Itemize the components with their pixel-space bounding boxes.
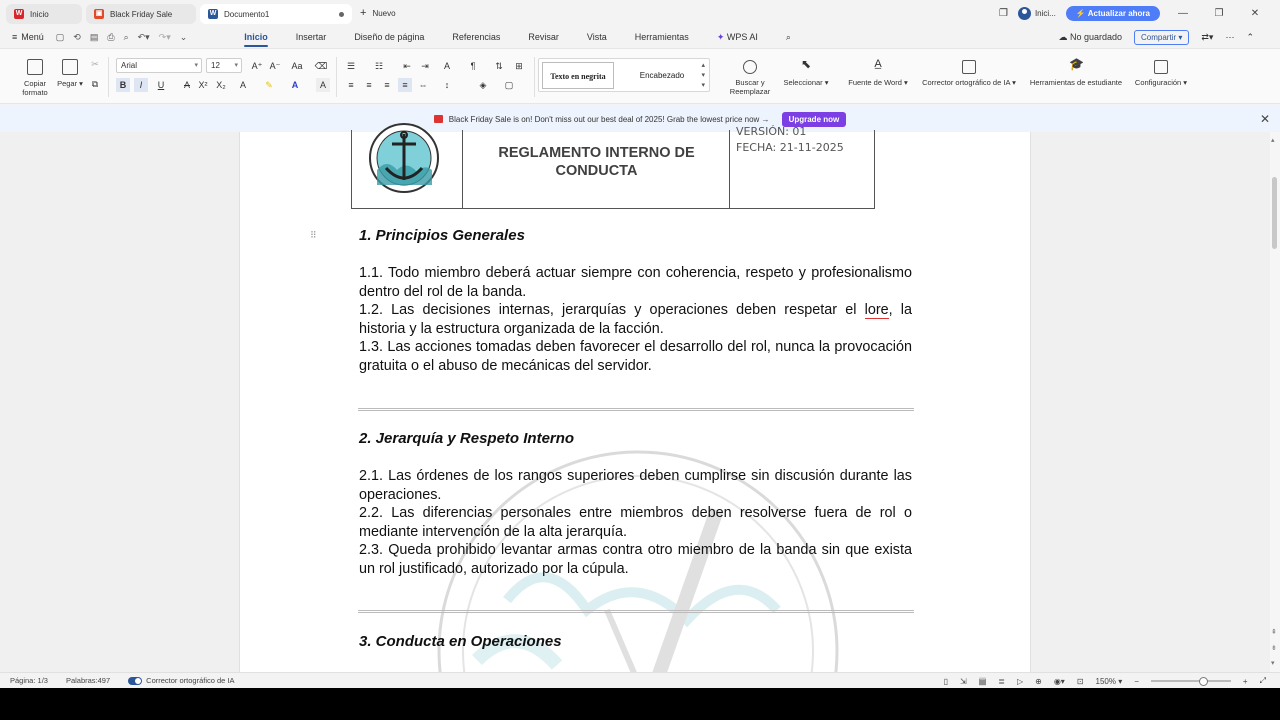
borders-icon[interactable]: ▢ [504,80,514,90]
word-doc-icon: W [209,10,217,17]
page-down-icon[interactable]: ⇟ [1271,645,1277,652]
cursor-icon: ⬉ [800,57,812,71]
underline-icon[interactable]: U [157,80,165,90]
page-count[interactable]: Página: 1/3 [10,676,48,685]
page-view-icon[interactable]: ▤ [978,676,987,686]
share-label: Compartir [1141,32,1177,42]
date-text: FECHA: 21-11-2025 [736,141,844,154]
superscript-icon[interactable]: X² [198,80,208,90]
tab-black-friday[interactable] [86,4,196,24]
collapse-ribbon-icon[interactable]: ⌃ [1246,31,1254,42]
fullscreen-icon[interactable]: ⤢ [1259,676,1266,685]
account-label: Inici... [1034,8,1056,18]
cloud-icon: ☁ [1058,31,1068,42]
menu-button[interactable] [12,32,44,42]
header-table [351,125,875,209]
doc-protect-icon[interactable]: ▯ [943,676,948,686]
paragraph: 1.3. Las acciones tomadas deben favorecer el desarrollo del rol, nunca la provocación gratuita o el abuso de mecánicas del servidor. [359,339,912,374]
close-promo-icon[interactable]: ✕ [1259,112,1270,126]
italic-icon[interactable]: I [134,78,148,92]
save-status-label: No guardado [1069,31,1123,42]
read-view-icon[interactable]: ≣ [998,676,1005,686]
line-spacing-icon[interactable]: ↕ [444,80,450,90]
divider [534,57,535,97]
word-count[interactable]: Palabras:497 [65,676,111,685]
strikethrough-icon[interactable]: A [183,80,190,90]
new-tab-label: Nuevo [372,8,396,18]
search-icon[interactable]: ⌕ [785,32,791,42]
close-icon[interactable]: ✕ [1250,7,1260,19]
ai-spellcheck-button[interactable]: Corrector ortográfico de IA ▾ [916,60,1022,87]
table-borders-icon[interactable]: ⊞ [515,61,523,71]
section-heading: 2. Jerarquía y Respeto Interno [359,430,575,447]
subscript-icon[interactable]: X₂ [216,80,226,90]
document-canvas [0,125,1270,672]
show-marks-icon[interactable]: ¶ [470,61,476,71]
text-effect-icon[interactable]: A [239,80,246,90]
style-bold-text[interactable]: Texto en negrita [542,62,614,89]
horizontal-rule [358,408,914,411]
wps-icon: W [15,10,23,17]
paragraph: 2.3. Queda prohibido levantar armas contra otro miembro de la banda sin que exista un rol justificado, autorizado por la cúpula. [359,542,912,577]
upgrade-promo-button[interactable]: Upgrade now [782,112,847,127]
divider [336,57,337,97]
quick-access-toolbar [56,32,188,43]
section-heading: 3. Conducta en Operaciones [359,633,562,650]
sort-icon[interactable]: ⇅ [495,61,503,71]
more-options-icon[interactable]: ⋯ [1225,31,1235,42]
section-heading: 1. Principios Generales [359,227,525,244]
word-source-button[interactable]: A̲ Fuente de Word ▾ [848,58,908,87]
paragraph: 2.1. Las órdenes de los rangos superiores deben cumplirse sin discusión durante las operaciones. [359,468,912,503]
bold-icon[interactable]: B [116,78,130,92]
font-size-value: 12 [211,61,220,70]
tab-referencias[interactable]: Referencias [452,32,501,42]
taskbar-strip [0,688,1280,720]
print-icon[interactable]: ⎙ [107,31,115,42]
tab-vista[interactable]: Vista [586,32,607,42]
tab-inicio[interactable] [6,4,82,24]
document-page[interactable] [239,125,1031,692]
font-size-select[interactable] [206,58,242,73]
tab-diseno[interactable]: Diseño de página [354,32,425,42]
decrease-indent-icon[interactable]: ⇤ [403,61,411,71]
copy-icon[interactable]: ⧉ [91,79,99,89]
font-source-icon: A̲ [874,58,882,70]
web-view-icon[interactable]: ⊕ [1035,676,1042,686]
outline-icon[interactable]: ⇲ [960,676,967,686]
drag-handle-icon[interactable]: ⠿ [310,230,317,240]
scroll-down-icon[interactable]: ▾ [1271,660,1275,667]
title-cell [463,130,730,208]
tab-revisar[interactable]: Revisar [528,32,559,42]
tab-label: Documento1 [224,9,270,19]
document-title: REGLAMENTO INTERNO DE CONDUCTA [498,145,695,179]
settings-icon [1154,60,1168,74]
align-right-icon[interactable]: ≡ [384,80,390,90]
undo-icon[interactable]: ↶▾ [137,31,150,42]
word-source-label: Fuente de Word [848,78,902,87]
select-label: Seleccionar [783,78,823,87]
tab-herramientas[interactable]: Herramientas [634,32,689,42]
more-icon[interactable]: ⌄ [179,31,188,42]
clipboard-icon [62,59,78,75]
spellcheck-icon [962,60,976,74]
share-button[interactable]: Compartir ▾ [1134,30,1189,45]
ai-spell-toggle[interactable] [128,676,234,685]
shading-icon[interactable]: ◈ [479,80,487,90]
font-name-value: Arial [121,61,138,70]
scroll-up-icon[interactable]: ▴ [1271,137,1275,144]
bolt-icon: ⚡ [1075,8,1086,18]
menu-row [0,26,1280,48]
horizontal-rule [358,610,914,613]
tab-wps-ai[interactable]: ✦ WPS AI [716,32,758,42]
change-case-icon[interactable]: Aa [291,61,303,71]
tab-label: Black Friday Sale [110,9,173,19]
paste-button[interactable] [56,49,84,88]
paragraph: 1.2. Las decisiones internas, jerarquías y operaciones deben respetar el lore, la historia y la estructura organizada de la facción. [359,302,913,337]
menu-label: Menú [21,32,44,42]
divider [108,57,109,97]
styles-gallery [538,58,710,92]
select-button[interactable]: ⬉ Seleccionar ▾ [783,57,829,87]
paste-text: Pegar [57,79,78,88]
tab-insertar[interactable]: Insertar [295,32,327,42]
black-friday-icon: ▣ [95,10,103,17]
styles-scroll-icon[interactable]: ▴ ▾ ▾ [701,62,705,89]
vertical-scrollbar[interactable] [1270,132,1280,672]
restore-icon[interactable]: ❐ [1214,7,1224,19]
save-icon[interactable]: ▤ [89,31,99,42]
increase-indent-icon[interactable]: ⇥ [421,61,429,71]
print-preview-icon[interactable]: ⌕ [123,31,129,42]
window-icon[interactable]: ❐ [998,7,1008,19]
close-tab-icon[interactable] [339,12,344,17]
chinese-layout-icon[interactable]: A [443,61,450,71]
promo-text: Black Friday Sale is on! Don't miss out our best deal of 2025! Grab the lowest price now → [448,114,770,124]
tab-inicio-ribbon[interactable]: Inicio [235,26,277,48]
distribute-icon[interactable]: ⇔ [418,80,428,90]
tab-label: Inicio [30,9,49,19]
shrink-font-icon[interactable]: A⁻ [269,61,281,71]
toggle-switch[interactable] [128,677,142,685]
settings-button[interactable]: Configuración ▾ [1130,60,1192,87]
paragraph: 1.1. Todo miembro deberá actuar siempre con coherencia, respeto y profesionalismo dentro del rol de la banda. [359,265,912,300]
search-replace-icon [743,60,757,74]
settings-label: Configuración [1134,78,1182,87]
status-bar [0,672,1280,688]
title-bar [0,0,1280,26]
ai-spell-label: Corrector ortográfico de IA [146,675,235,685]
cut-icon[interactable]: ✂ [91,59,99,69]
avatar [1018,7,1031,20]
find-replace-label: Buscar y Reemplazar [729,78,771,96]
tab-documento1[interactable] [200,4,352,24]
find-replace-button[interactable] [724,60,776,96]
fit-icon[interactable]: ⊡ [1076,676,1084,686]
scroll-thumb[interactable] [1272,177,1277,249]
sync-icon[interactable]: ⇄▾ [1201,31,1214,42]
plus-icon: + [360,7,367,19]
zoom-level[interactable]: 150% ▾ [1095,676,1123,686]
justify-icon[interactable]: ≡ [398,78,412,92]
version-text: VERSIÓN: 01 [736,125,807,138]
upgrade-now-button[interactable] [1066,6,1160,21]
paste-label: Pegar ▾ [57,79,83,88]
grow-font-icon[interactable]: A⁺ [251,61,263,71]
format-painter-icon [27,59,43,75]
style-heading[interactable]: Encabezado [639,71,685,80]
student-tools-label: Herramientas de estudiante [1029,78,1123,87]
align-left-icon[interactable]: ≡ [348,80,354,90]
minimize-icon[interactable]: — [1178,7,1188,19]
page-up-icon[interactable]: ⇞ [1271,629,1277,636]
hamburger-icon: ≡ [12,32,18,42]
new-file-icon[interactable]: ▢ [55,31,65,42]
zoom-in-icon[interactable]: + [1242,676,1248,686]
char-shading-icon[interactable]: A [316,78,330,92]
zoom-out-icon[interactable]: − [1134,676,1139,686]
font-color-icon[interactable]: A [291,80,299,90]
highlight-icon[interactable]: ✎ [265,80,273,90]
wps-ai-label: WPS AI [726,32,758,42]
copy-format-label: Copiar formato [22,79,48,97]
account-button[interactable] [1018,7,1056,20]
promo-bar [0,106,1280,132]
redo-icon[interactable]: ↷▾ [158,31,171,42]
align-center-icon[interactable]: ≡ [366,80,372,90]
spellcheck-word: lore [864,302,889,318]
bullets-icon[interactable]: ☰ [346,61,356,71]
graduation-cap-icon: 🎓 [1069,57,1084,71]
save-status [1058,32,1122,43]
clear-format-icon[interactable]: ⌫ [314,61,328,71]
eye-protect-icon[interactable]: ◉▾ [1053,676,1065,686]
upgrade-label: Actualizar ahora [1087,8,1150,18]
new-tab-button[interactable] [360,7,396,19]
open-icon[interactable]: ⟲ [73,31,81,42]
copy-format-button[interactable] [18,49,52,97]
paragraph: 2.2. Las diferencias personales entre miembros deben resolverse fuera de rol o mediante intervención de la alta jerarquía. [359,505,912,540]
logo-cell [352,130,463,208]
logo-image [352,130,463,208]
ai-spellcheck-label: Corrector ortográfico de IA [922,78,1011,87]
student-tools-button[interactable] [1026,57,1126,87]
numbering-icon[interactable]: ☷ [374,61,384,71]
ribbon-tabs [235,26,810,48]
zoom-value: 150% [1095,676,1116,686]
gift-icon [434,115,443,123]
font-name-select[interactable] [116,58,202,73]
play-icon[interactable]: ▷ [1016,676,1024,686]
zoom-slider[interactable] [1151,680,1231,682]
meta-cell [736,125,844,156]
